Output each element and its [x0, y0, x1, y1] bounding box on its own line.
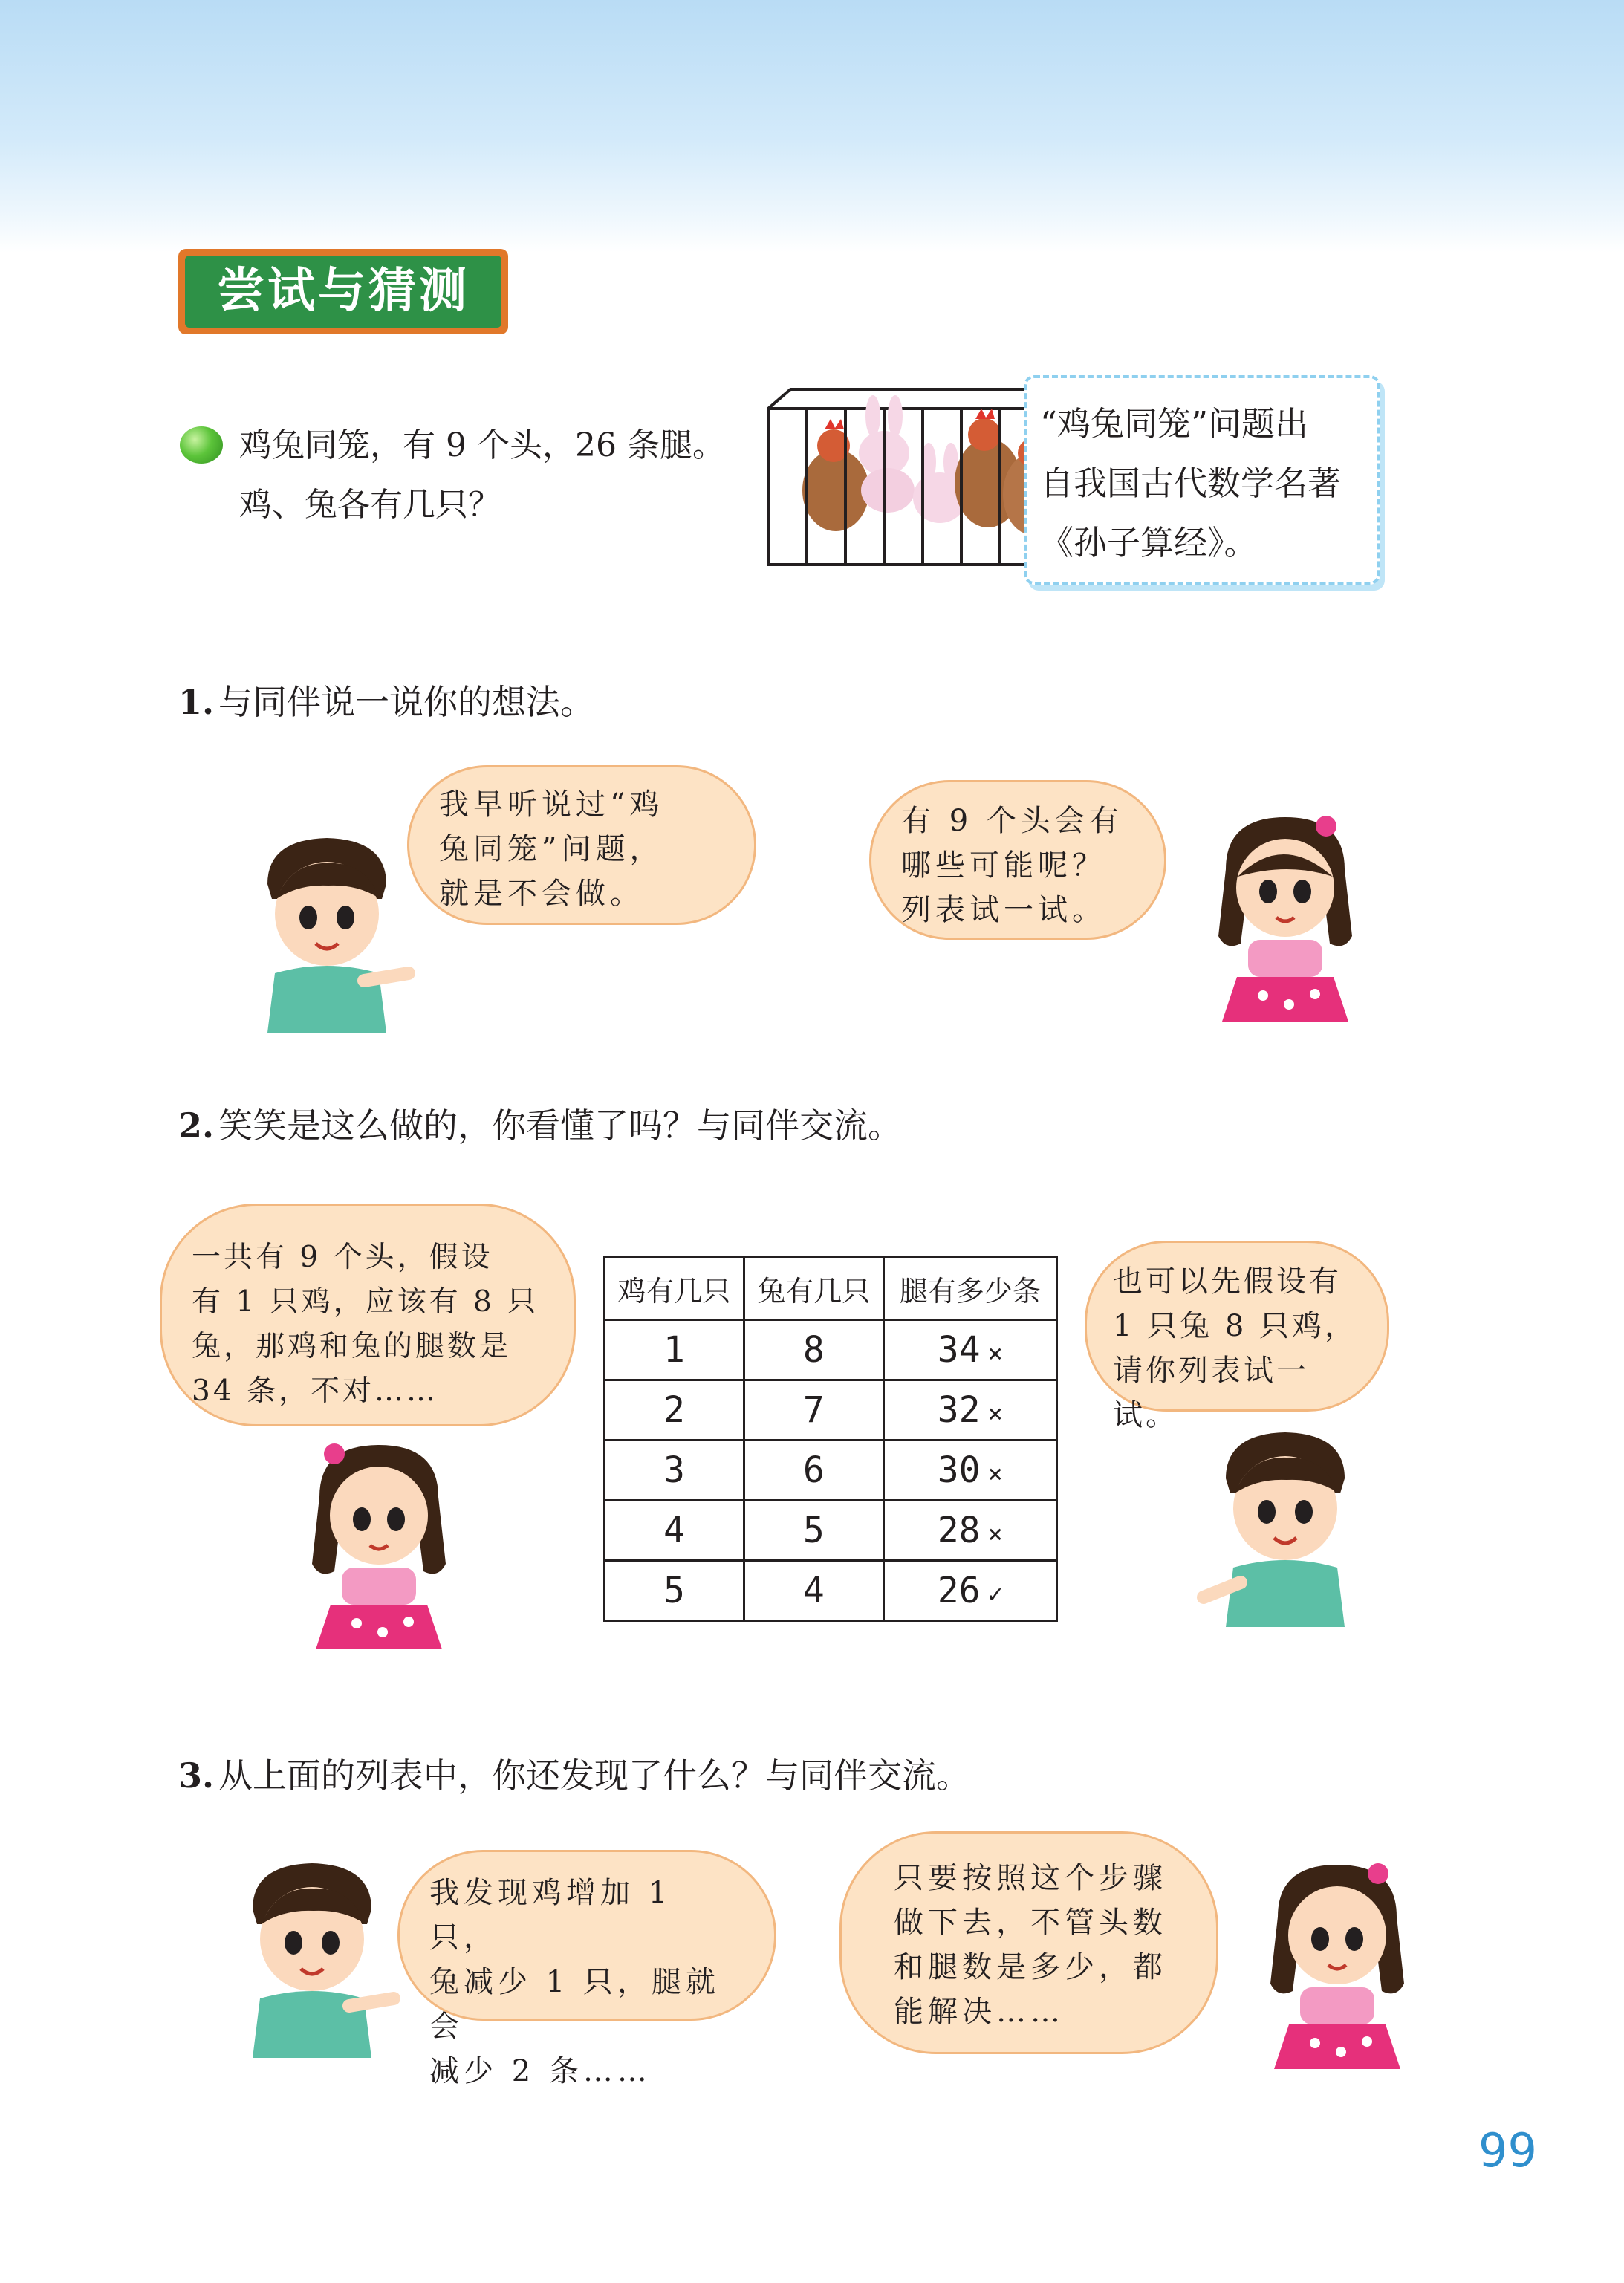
q3-boy-line-1: 我发现鸡增加 1 只， [429, 1876, 672, 1955]
question-1-text: 与同伴说一说你的想法。 [218, 682, 595, 722]
cell-rabbits: 7 [744, 1380, 883, 1441]
q3-boy-line-2: 兔减少 1 只，腿就会 [429, 1965, 720, 2044]
legs-value: 28 [937, 1510, 981, 1551]
cell-rabbits: 8 [744, 1320, 883, 1380]
wrong-mark-icon: × [987, 1399, 1003, 1429]
q3-girl-line-3: 和腿数是多少，都 [894, 1950, 1167, 1984]
table-row [605, 1441, 1057, 1501]
header-legs: 腿有多少条 [883, 1257, 1056, 1320]
section-title: 尝试与猜测 [185, 256, 501, 328]
header-rabbits: 兔有几只 [744, 1257, 883, 1320]
q2-girl-line-4: 34 条，不对…… [192, 1374, 439, 1408]
cell-rabbits: 5 [744, 1501, 883, 1561]
page-number: 99 [1478, 2123, 1537, 2178]
boy-avatar [1196, 1426, 1374, 1627]
question-2-number: 2. [178, 1105, 215, 1146]
q2-boy-line-1: 也可以先假设有 [1113, 1264, 1342, 1299]
top-gradient-band [0, 0, 1624, 253]
q2-girl-line-3: 兔，那鸡和兔的腿数是 [192, 1330, 512, 1363]
table-row [605, 1561, 1057, 1621]
problem-line-2: 鸡、兔各有几只？ [239, 486, 501, 524]
cell-rabbits: 6 [744, 1441, 883, 1501]
cell-chickens: 5 [605, 1561, 744, 1621]
q1-boy-speech-bubble [407, 765, 756, 925]
q2-girl-line-2: 有 1 只鸡，应该有 8 只 [192, 1285, 539, 1319]
cell-legs [883, 1380, 1056, 1441]
wrong-mark-icon: × [987, 1459, 1003, 1489]
q1-girl-line-1: 有 9 个头会有 [901, 804, 1123, 838]
question-1-heading [178, 680, 594, 724]
table-row [605, 1380, 1057, 1441]
section-title-tag [178, 249, 508, 334]
cell-chickens: 2 [605, 1380, 744, 1441]
q1-girl-line-3: 列表试一试。 [901, 893, 1106, 927]
question-2-heading [178, 1103, 902, 1148]
cell-chickens: 4 [605, 1501, 744, 1561]
question-3-text: 从上面的列表中，你还发现了什么？与同伴交流。 [218, 1756, 971, 1796]
q2-boy-speech-bubble [1085, 1241, 1389, 1432]
cell-legs [883, 1561, 1056, 1621]
q3-girl-line-4: 能解决…… [894, 1995, 1065, 2029]
legs-value: 34 [937, 1329, 981, 1371]
note-line-3: 《孙子算经》。 [1040, 523, 1258, 562]
table-row [605, 1320, 1057, 1380]
cell-chickens: 1 [605, 1320, 744, 1380]
history-note [1024, 375, 1380, 585]
q2-boy-line-3: 请你列表试一试。 [1113, 1354, 1309, 1432]
question-3-heading [178, 1753, 970, 1798]
header-chickens: 鸡有几只 [605, 1257, 744, 1320]
guess-table [603, 1256, 1058, 1622]
cell-chickens: 3 [605, 1441, 744, 1501]
q1-boy-line-3: 就是不会做。 [439, 877, 644, 911]
cell-legs [883, 1441, 1056, 1501]
q1-boy-line-1: 我早听说过“鸡 [439, 787, 664, 822]
table-header-row [605, 1257, 1057, 1320]
problem-line-1: 鸡兔同笼，有 9 个头，26 条腿。 [239, 426, 725, 464]
check-mark-icon: ✓ [987, 1579, 1003, 1609]
cell-rabbits: 4 [744, 1561, 883, 1621]
q3-boy-line-3: 减少 2 条…… [429, 2054, 652, 2088]
q1-boy-line-2: 兔同笼”问题， [439, 832, 664, 866]
girl-avatar [1196, 810, 1374, 1025]
q2-girl-line-1: 一共有 9 个头，假设 [192, 1241, 493, 1274]
question-1-number: 1. [178, 682, 215, 722]
cell-legs [883, 1501, 1056, 1561]
question-3-number: 3. [178, 1756, 215, 1796]
boy-avatar [238, 832, 416, 1033]
cell-legs [883, 1320, 1056, 1380]
wrong-mark-icon: × [987, 1519, 1003, 1549]
note-line-2: 自我国古代数学名著 [1040, 464, 1342, 503]
note-line-1: “鸡兔同笼”问题出 [1040, 404, 1309, 444]
q3-boy-speech-bubble [397, 1850, 776, 2088]
wrong-mark-icon: × [987, 1339, 1003, 1368]
q3-girl-speech-bubble [839, 1831, 1218, 2054]
girl-avatar [1248, 1857, 1426, 2073]
problem-statement [239, 416, 725, 535]
q2-girl-speech-bubble [160, 1204, 576, 1426]
table-row [605, 1501, 1057, 1561]
legs-value: 32 [937, 1389, 981, 1431]
q2-boy-line-2: 1 只兔 8 只鸡， [1113, 1309, 1358, 1343]
boy-avatar [223, 1857, 401, 2058]
legs-value: 26 [937, 1570, 981, 1611]
q1-girl-speech-bubble [869, 780, 1166, 940]
q1-girl-line-2: 哪些可能呢？ [901, 848, 1106, 883]
girl-avatar [290, 1438, 468, 1653]
q3-girl-line-2: 做下去，不管头数 [894, 1906, 1167, 1940]
legs-value: 30 [937, 1449, 981, 1491]
q3-girl-line-1: 只要按照这个步骤 [894, 1861, 1167, 1895]
green-bullet-icon [180, 426, 223, 464]
question-2-text: 笑笑是这么做的，你看懂了吗？与同伴交流。 [218, 1105, 903, 1146]
